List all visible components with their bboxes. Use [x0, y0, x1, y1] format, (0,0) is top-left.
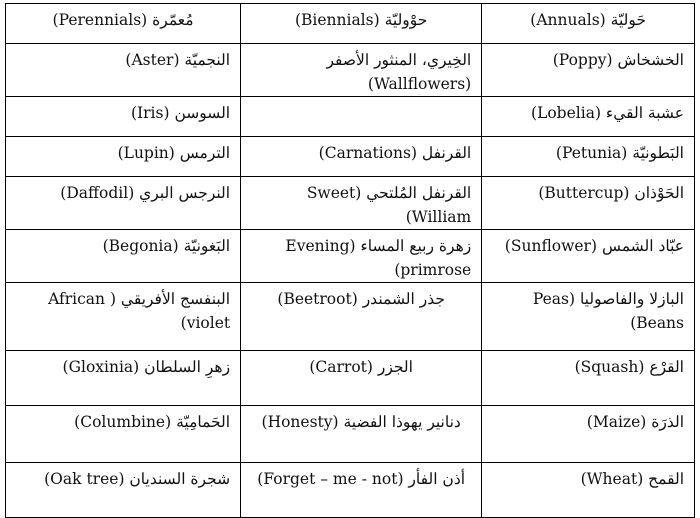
table-row — [6, 137, 695, 177]
table-row — [6, 351, 695, 406]
table-row — [6, 463, 695, 518]
annual-cell: الذرَة (Maize) — [482, 406, 695, 463]
biennial-cell: القرنفل المُلتحي (Sweet William) — [241, 177, 482, 230]
biennial-cell: القرنفل (Carnations) — [241, 137, 482, 177]
header-annuals: حَوليّة (Annuals) — [482, 4, 695, 44]
perennial-cell: الحَمامِيّة (Columbine) — [6, 406, 241, 463]
annual-cell: عبّاد الشمس (Sunflower) — [482, 230, 695, 283]
table-row — [6, 44, 695, 97]
biennial-cell: زهرة ربيع المساء (Evening primrose) — [241, 230, 482, 283]
annual-cell: الحَوْذان (Buttercup) — [482, 177, 695, 230]
annual-cell: القمح (Wheat) — [482, 463, 695, 518]
annual-cell: البازلا والفاصوليا (Peas Beans) — [482, 283, 695, 351]
biennial-cell: الخِيري، المنثور الأصفر (Wallflowers) — [241, 44, 482, 97]
perennial-cell: النرجس البري (Daffodil) — [6, 177, 241, 230]
perennial-cell: السوسن (Iris) — [6, 97, 241, 137]
biennial-cell — [241, 97, 482, 137]
annual-cell: الخشخاش (Poppy) — [482, 44, 695, 97]
header-biennials: حوْوليّة (Biennials) — [241, 4, 482, 44]
perennial-cell: شجرة السنديان (Oak tree) — [6, 463, 241, 518]
table-row — [6, 406, 695, 463]
biennial-cell: دنانير يهوذا الفضية (Honesty) — [241, 406, 482, 463]
table-row — [6, 97, 695, 137]
biennial-cell: أذن الفأر (Forget – me - not) — [241, 463, 482, 518]
annual-cell: القرْع (Squash) — [482, 351, 695, 406]
header-perennials: مُعمّرة (Perennials) — [6, 4, 241, 44]
perennial-cell: البَغونيّة (Begonia) — [6, 230, 241, 283]
biennial-cell: جذر الشمندر (Beetroot) — [241, 283, 482, 351]
perennial-cell: البنفسج الأفريقي ( African violet) — [6, 283, 241, 351]
perennial-cell: الترمس (Lupin) — [6, 137, 241, 177]
annual-cell: عشبة القيء (Lobelia) — [482, 97, 695, 137]
table-row — [6, 283, 695, 351]
perennial-cell: النجميّة (Aster) — [6, 44, 241, 97]
annual-cell: البَطونيّة (Petunia) — [482, 137, 695, 177]
header-row — [6, 4, 695, 44]
perennial-cell: زهرِ السلطان (Gloxinia) — [6, 351, 241, 406]
plants-table — [5, 3, 695, 518]
table-row — [6, 177, 695, 230]
biennial-cell: الجزر (Carrot) — [241, 351, 482, 406]
table-row — [6, 230, 695, 283]
